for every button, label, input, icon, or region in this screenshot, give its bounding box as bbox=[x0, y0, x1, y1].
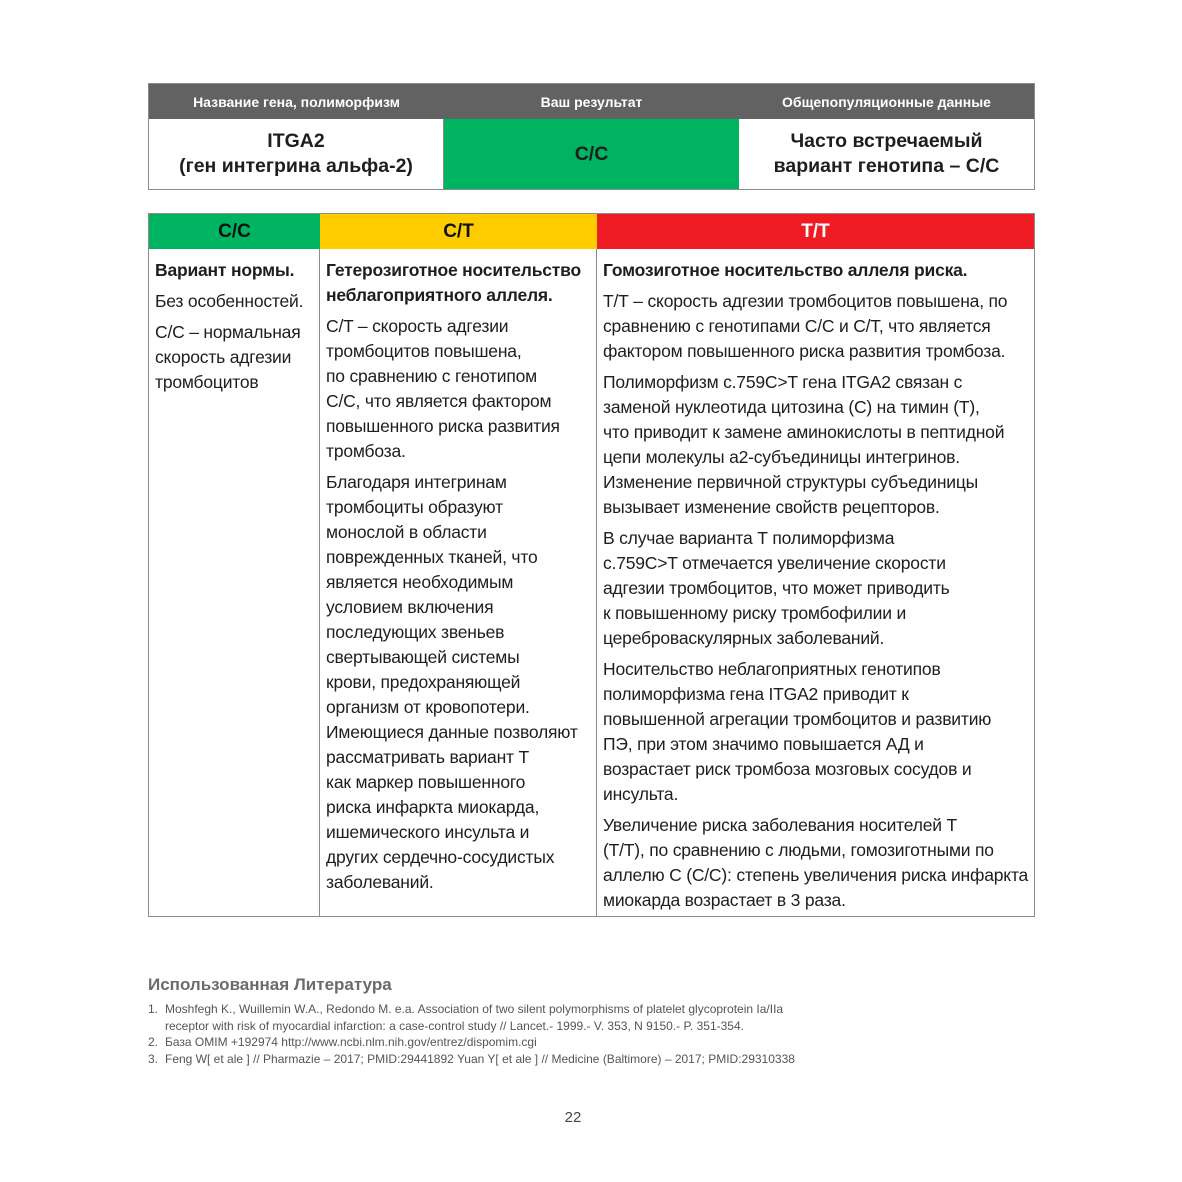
title-line: Гомозиготное носительство аллеля риска. bbox=[603, 260, 968, 280]
tt-paragraph bbox=[603, 289, 1029, 364]
text-line: (T/T), по сравнению с людьми, гомозиготными по bbox=[603, 840, 994, 860]
genotype-details-table bbox=[148, 213, 1035, 917]
reference-text bbox=[165, 1001, 783, 1034]
tt-paragraph bbox=[603, 813, 1029, 913]
text-line: тромбоцитов bbox=[155, 372, 259, 392]
text-line: повышенного риска развития bbox=[326, 416, 560, 436]
header-gene: Название гена, полиморфизм bbox=[193, 93, 400, 110]
reference-item bbox=[148, 1051, 1048, 1068]
cc-paragraph bbox=[155, 289, 314, 314]
text-line: тромбоза. bbox=[326, 441, 406, 461]
text-line: скорость адгезии bbox=[155, 347, 292, 367]
genotype-header-tt: T/T bbox=[597, 214, 1034, 249]
header-population: Общепопуляционные данные bbox=[782, 93, 991, 110]
text-line: к повышенному риску тромбофилии и bbox=[603, 603, 907, 623]
tt-description bbox=[597, 249, 1034, 916]
text-line: монослой в области bbox=[326, 522, 487, 542]
text-line: цереброваскулярных заболеваний. bbox=[603, 628, 885, 648]
genotype-header-row bbox=[149, 214, 1034, 249]
cc-title bbox=[155, 258, 314, 283]
header-result: Ваш результат bbox=[540, 93, 643, 110]
text-line: C/T – скорость адгезии bbox=[326, 316, 509, 336]
text-line: тромбоцитов повышена, bbox=[326, 341, 522, 361]
text-line: Т/Т – скорость адгезии тромбоцитов повышена, по bbox=[603, 291, 1008, 311]
ct-paragraph bbox=[326, 470, 591, 895]
text-line: организм от кровопотери. bbox=[326, 697, 530, 717]
text-line: заменой нуклеотида цитозина (С) на тимин (Т), bbox=[603, 397, 980, 417]
ct-title bbox=[326, 258, 591, 308]
gene-description: (ген интегрина альфа-2) bbox=[179, 155, 413, 177]
text-line: фактором повышенного риска развития тромбоза. bbox=[603, 341, 1006, 361]
summary-body-row bbox=[149, 119, 1034, 189]
title-line: Вариант нормы. bbox=[155, 260, 295, 280]
text-line: Изменение первичной структуры субъединицы bbox=[603, 472, 979, 492]
text-line: Носительство неблагоприятных генотипов bbox=[603, 659, 941, 679]
tt-title bbox=[603, 258, 1029, 283]
reference-line: Moshfegh K., Wuillemin W.A., Redondo M. e.a. Association of two silent polymorphisms of platelet glycoprotein Ia/IIa bbox=[165, 1002, 784, 1016]
result-cell: C/C bbox=[444, 119, 739, 189]
text-line: Увеличение риска заболевания носителей T bbox=[603, 815, 957, 835]
reference-number: 3. bbox=[148, 1051, 159, 1066]
reference-number: 2. bbox=[148, 1035, 159, 1049]
population-line: Часто встречаемый bbox=[790, 130, 983, 152]
population-line: вариант генотипа – C/C bbox=[773, 155, 1000, 177]
reference-text bbox=[165, 1051, 795, 1068]
gene-name: ITGA2 bbox=[267, 130, 325, 152]
text-line: ишемического инсульта и bbox=[326, 822, 530, 842]
references-section bbox=[148, 975, 1048, 1067]
text-line: C/C, что является фактором bbox=[326, 391, 552, 411]
text-line: В случае варианта Т полиморфизма bbox=[603, 528, 895, 548]
text-line: полиморфизма гена ITGA2 приводит к bbox=[603, 684, 909, 704]
text-line: Полиморфизм c.759C>T гена ITGA2 связан с bbox=[603, 372, 963, 392]
reference-item bbox=[148, 1034, 1048, 1051]
text-line: риска инфаркта миокарда, bbox=[326, 797, 540, 817]
text-line: свертывающей системы bbox=[326, 647, 520, 667]
cc-paragraph bbox=[155, 320, 314, 395]
reference-line: Feng W[ et ale ] // Pharmazie – 2017; PMID:29441892 Yuan Y[ et ale ] // Medicine (Baltimore) – 2017; PMID:29310338 bbox=[165, 1051, 795, 1066]
text-line: других сердечно-сосудистых bbox=[326, 847, 555, 867]
text-line: Имеющиеся данные позволяют bbox=[326, 722, 578, 742]
reference-text bbox=[165, 1034, 537, 1051]
tt-paragraph bbox=[603, 526, 1029, 651]
title-line: неблагоприятного аллеля. bbox=[326, 285, 553, 305]
text-line: адгезии тромбоцитов, что может приводить bbox=[603, 578, 950, 598]
text-line: тромбоциты образуют bbox=[326, 497, 503, 517]
tt-paragraph bbox=[603, 657, 1029, 807]
references-title: Использованная Литература bbox=[148, 975, 392, 994]
text-line: инсульта. bbox=[603, 784, 679, 804]
genotype-header-cc: C/C bbox=[149, 214, 320, 249]
summary-header-row bbox=[149, 84, 1034, 119]
reference-item bbox=[148, 1001, 1048, 1034]
text-line: возрастает риск тромбоза мозговых сосудов и bbox=[603, 759, 972, 779]
genotype-body-row bbox=[149, 249, 1034, 916]
tt-paragraph bbox=[603, 370, 1029, 520]
references-list bbox=[148, 1001, 1048, 1067]
text-line: Благодаря интегринам bbox=[326, 472, 507, 492]
text-line: что приводит к замене аминокислоты в пептидной bbox=[603, 422, 1005, 442]
text-line: по сравнению с генотипом bbox=[326, 366, 537, 386]
text-line: сравнению с генотипами С/С и С/Т, что является bbox=[603, 316, 991, 336]
text-line: поврежденных тканей, что bbox=[326, 547, 538, 567]
text-line: является необходимым bbox=[326, 572, 514, 592]
population-cell bbox=[739, 119, 1034, 189]
text-line: рассматривать вариант Т bbox=[326, 747, 530, 767]
cc-description bbox=[149, 249, 320, 916]
text-line: заболеваний. bbox=[326, 872, 434, 892]
reference-line: База OMIM +192974 http://www.ncbi.nlm.nih.gov/entrez/dispomim.cgi bbox=[165, 1035, 537, 1049]
text-line: как маркер повышенного bbox=[326, 772, 526, 792]
ct-paragraph bbox=[326, 314, 591, 464]
ct-description bbox=[320, 249, 597, 916]
text-line: вызывает изменение свойств рецепторов. bbox=[603, 497, 940, 517]
text-line: ПЭ, при этом значимо повышается АД и bbox=[603, 734, 924, 754]
text-line: C/C – нормальная bbox=[155, 322, 301, 342]
genotype-header-ct: C/T bbox=[320, 214, 597, 249]
text-line: c.759C>T отмечается увеличение скорости bbox=[603, 553, 946, 573]
text-line: условием включения bbox=[326, 597, 494, 617]
page-number: 22 bbox=[564, 1109, 582, 1126]
text-line: аллелю С (C/C): степень увеличения риска инфаркта bbox=[603, 865, 1029, 885]
gene-cell bbox=[149, 119, 444, 189]
text-line: повышенной агрегации тромбоцитов и развитию bbox=[603, 709, 992, 729]
text-line: последующих звеньев bbox=[326, 622, 505, 642]
text-line: крови, предохраняющей bbox=[326, 672, 521, 692]
summary-table bbox=[148, 83, 1035, 190]
text-line: миокарда возрастает в 3 раза. bbox=[603, 890, 846, 910]
title-line: Гетерозиготное носительство bbox=[326, 260, 581, 280]
reference-line: receptor with risk of myocardial infarction: a case-control study // Lancet.- 1999.- V. 353, N 9150.- P. 351-354. bbox=[165, 1018, 744, 1033]
reference-number: 1. bbox=[148, 1002, 159, 1016]
text-line: Без особенностей. bbox=[155, 291, 304, 311]
text-line: цепи молекулы a2-субъединицы интегринов. bbox=[603, 447, 960, 467]
